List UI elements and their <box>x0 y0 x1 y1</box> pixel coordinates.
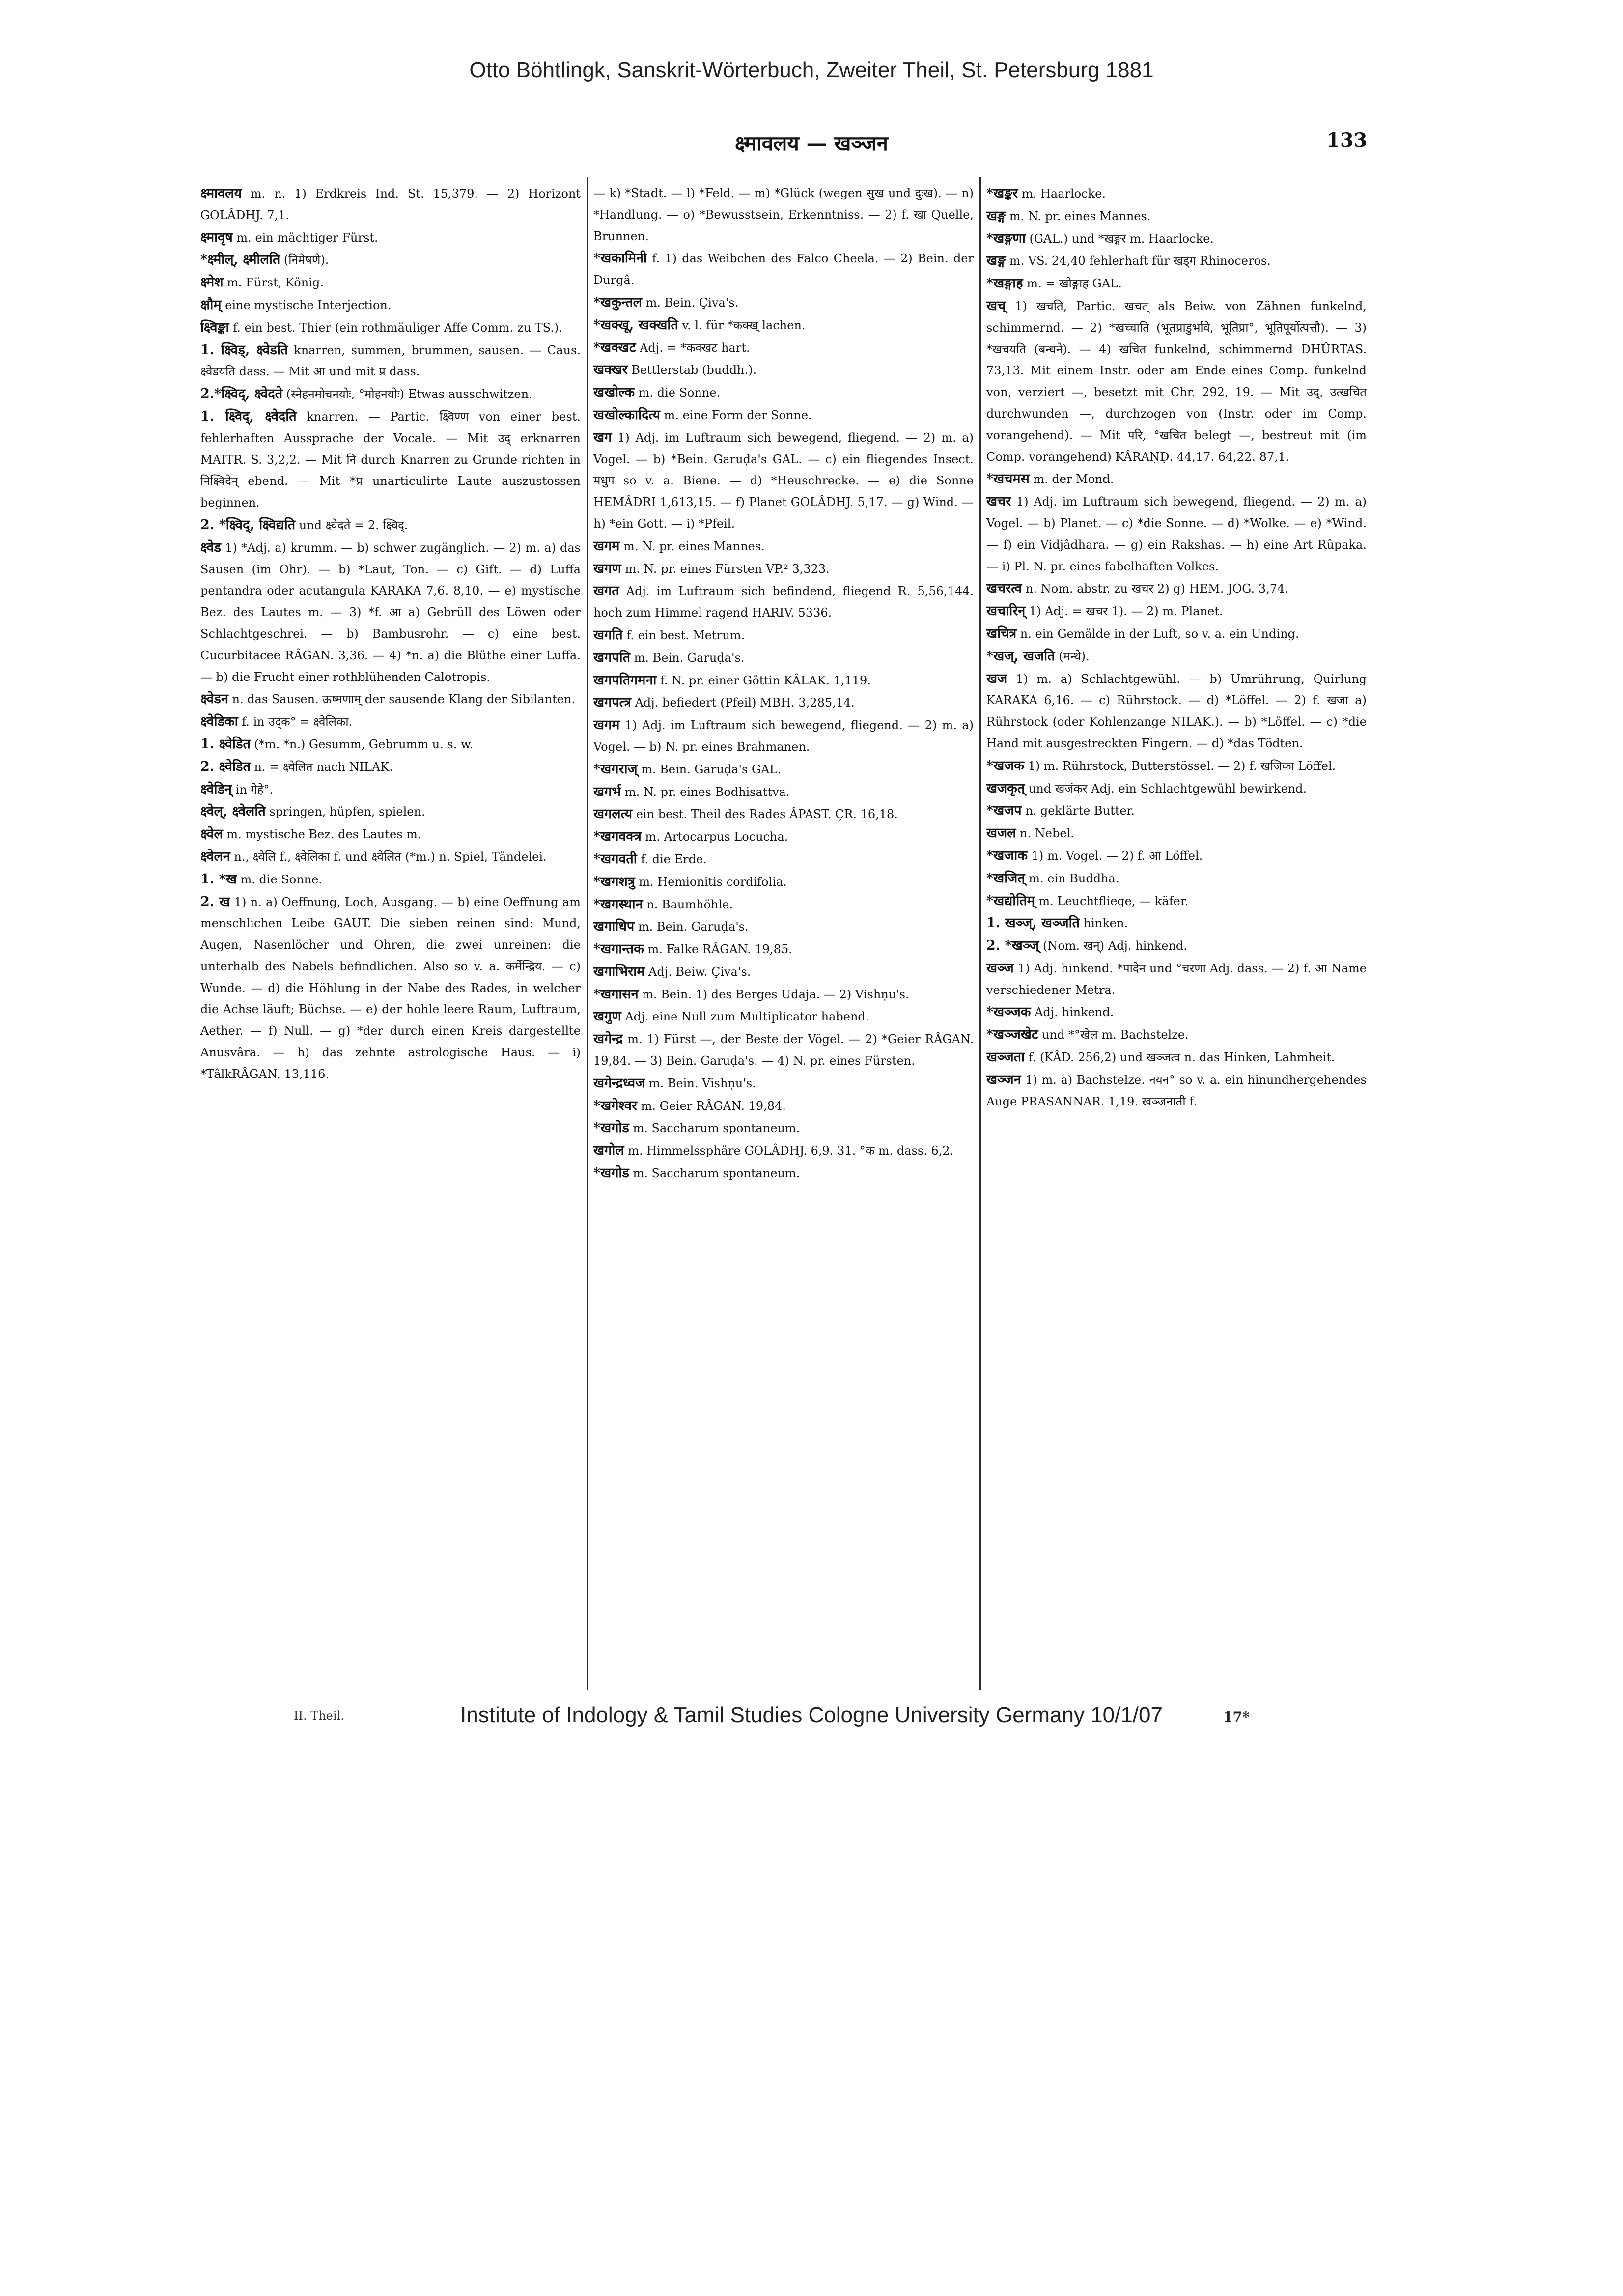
entry-headword: 1. *ख <box>200 871 237 887</box>
entry-definition: eine mystische Interjection. <box>225 298 392 312</box>
dictionary-entry <box>593 670 974 692</box>
dictionary-entry <box>986 183 1367 205</box>
entry-headword: खखोल्क <box>593 385 635 400</box>
entry-headword: खचरत्व <box>986 581 1022 596</box>
entry-definition: f. N. pr. einer Göttin KÂLAK. 1,119. <box>660 673 871 687</box>
dictionary-entry <box>200 688 581 710</box>
signature-left: II. Theil. <box>294 1709 344 1723</box>
entry-definition: (मन्थे). <box>1059 649 1090 663</box>
entry-definition: 1) m. a) Schlachtgewühl. — b) Umrührung, Quirlung KARAKA 6,16. — c) Rührstock. — d) *Löffel. — 2) f. खजा a) Rührstock (oder Kohlenzange NILAK.). — b) *Löffel. — c) *die Hand mit ausgestreckten Fingern. — d) *das Tödten. <box>986 672 1367 750</box>
entry-headword: खगपति <box>593 650 631 665</box>
watermark-top: Otto Böhtlingk, Sanskrit-Wörterbuch, Zweiter Theil, St. Petersburg 1881 <box>469 58 1154 82</box>
entry-definition: m. der Mond. <box>1033 472 1114 486</box>
entry-definition: m. Fürst, König. <box>227 276 324 290</box>
entry-headword: *खक्खट <box>593 340 636 355</box>
dictionary-entry <box>593 826 974 848</box>
entry-definition: n. das Sausen. ऊष्मणाम् der sausende Klang der Sibilanten. <box>232 692 576 707</box>
entry-definition: (GAL.) und *खङ्गर m. Haarlocke. <box>1029 231 1214 246</box>
entry-headword: *खगस्थान <box>593 896 643 912</box>
entry-headword: क्ष्मावृष <box>200 229 233 245</box>
entry-definition: 1) Adj. im Luftraum sich bewegend, fliegend. — 2) m. a) Vogel. — b) *Bein. Garuḍa's GAL. — c) ein fliegendes Insect. मधुप so v. a. Biene. — d) *Heuschrecke. — e) die Sonne HEMÂDRI 1,613,15. — f) Planet GOLÂDHJ. 5,17. — g) Wind. — h) *ein Gott. — i) *Pfeil. <box>593 430 974 531</box>
entry-headword: *खजप <box>986 803 1022 819</box>
dictionary-entry <box>593 427 974 535</box>
entry-definition: m. N. pr. eines Mannes. <box>1009 209 1151 223</box>
entry-headword: खञ्जन <box>986 1072 1021 1087</box>
entry-definition: m. Artocarpus Locucha. <box>645 830 788 844</box>
dictionary-entry <box>593 292 974 314</box>
entry-headword: खञ्ज <box>986 960 1014 976</box>
entry-headword: *खजाक <box>986 848 1028 863</box>
entry-headword: *खगान्तक <box>593 941 644 957</box>
dictionary-entry <box>986 868 1367 890</box>
entry-definition: m. N. pr. eines Mannes. <box>623 539 765 553</box>
entry-definition: f. (KÂD. 256,2) und खञ्जत्व n. das Hinken, Lahmheit. <box>1028 1050 1335 1065</box>
dictionary-entry <box>200 537 581 688</box>
entry-headword: खङ्ग <box>986 208 1006 224</box>
entry-definition: m. Bein. Çiva's. <box>645 295 739 310</box>
entry-headword: खगण <box>593 561 621 576</box>
dictionary-entry <box>593 714 974 758</box>
entry-definition: springen, hüpfen, spielen. <box>269 805 425 819</box>
entry-headword: खचारिन् <box>986 603 1026 619</box>
dictionary-entry <box>986 755 1367 777</box>
entry-headword: *खञ्जक <box>986 1004 1031 1020</box>
entry-headword: 1. क्ष्विड्, क्ष्वेडति <box>200 342 288 358</box>
dictionary-entry <box>593 647 974 669</box>
entry-definition: m. 1) Fürst —, der Beste der Vögel. — 2) *Geier RÂGAN. 19,84. — 3) Bein. Garuḍa's. — 4) N. pr. eines Fürsten. <box>593 1032 974 1068</box>
entry-headword: *क्ष्मील्, क्ष्मीलति <box>200 252 280 268</box>
dictionary-entry <box>593 404 974 426</box>
entry-headword: खगति <box>593 627 623 643</box>
entry-definition: 1) Adj. im Luftraum sich bewegend, fliegend. — 2) m. a) Vogel. — b) Planet. — c) *die Sonne. — d) *Wolke. — e) *Wind. — f) ein Vidjâdhara. — g) ein Rakshas. — h) eine Art Rûpaka. — i) Pl. N. pr. eines fabelhaften Volkes. <box>986 495 1367 573</box>
entry-headword: क्ष्वेल <box>200 826 223 842</box>
column-middle <box>593 183 974 1681</box>
dictionary-entry <box>200 823 581 846</box>
entry-headword: *खगासन <box>593 986 639 1002</box>
dictionary-entry <box>593 1006 974 1028</box>
entry-headword: क्ष्वेडिका <box>200 714 238 730</box>
dictionary-entry <box>593 558 974 580</box>
entry-definition: m. Haarlocke. <box>1021 187 1106 200</box>
dictionary-entry <box>986 578 1367 600</box>
entry-headword: खञ्जता <box>986 1049 1025 1065</box>
entry-headword: *खगवती <box>593 851 637 867</box>
dictionary-entry <box>986 668 1367 755</box>
entry-definition: (Nom. खन्) Adj. hinkend. <box>1042 939 1187 953</box>
entry-definition: n., क्ष्वेलि f., क्ष्वेलिका f. und क्ष्वेलित (*m.) n. Spiel, Tändelei. <box>234 850 547 864</box>
dictionary-entry <box>593 1140 974 1162</box>
dictionary-entry <box>986 205 1367 227</box>
entry-definition: f. ein best. Metrum. <box>626 628 745 642</box>
dictionary-entry <box>200 756 581 778</box>
dictionary-entry <box>593 580 974 624</box>
entry-headword: खगोल <box>593 1143 624 1159</box>
entry-headword: *खजित् <box>986 870 1025 886</box>
entry-headword: खगुण <box>593 1009 621 1024</box>
entry-definition: m. Leuchtfliege, — käfer. <box>1038 894 1189 908</box>
entry-headword: *खगेश्वर <box>593 1098 637 1113</box>
entry-definition: Adj. im Luftraum sich befindend, fliegend R. 5,56,144. hoch zum Himmel ragend HARIV. 5336. <box>593 584 974 620</box>
dictionary-entry <box>593 759 974 781</box>
entry-headword: खगत <box>593 583 619 599</box>
entry-headword: *खचमस <box>986 471 1030 487</box>
dictionary-entry <box>986 250 1367 272</box>
dictionary-entry <box>593 894 974 916</box>
dictionary-entry <box>200 406 581 514</box>
entry-headword: खगम <box>593 538 620 554</box>
entry-definition: m. eine Form der Sonne. <box>664 408 812 422</box>
dictionary-entry <box>986 273 1367 295</box>
entry-headword: *खकामिनी <box>593 251 647 266</box>
entry-headword: *खगराज् <box>593 761 638 777</box>
entry-headword: *खङ्कर <box>986 186 1018 201</box>
entry-headword: खगलत्य <box>593 806 633 822</box>
entry-definition: Adj. Beiw. Çiva's. <box>648 964 751 979</box>
entry-headword: खजकृत् <box>986 780 1025 796</box>
entry-headword: 2. क्ष्वेडित <box>200 759 251 774</box>
entry-headword: *खक्खू, खक्खति <box>593 317 678 333</box>
entry-headword: क्ष्वेल्, क्ष्वेलति <box>200 804 266 820</box>
entry-definition: f. 1) das Weibchen des Falco Cheela. — 2) Bein. der Durgâ. <box>593 252 974 287</box>
dictionary-entry <box>593 337 974 359</box>
dictionary-entry <box>986 822 1367 845</box>
entry-definition: m. Falke RÂGAN. 19,85. <box>647 942 792 957</box>
column-rule-1 <box>587 177 588 1690</box>
watermark-bottom: Institute of Indology & Tamil Studies Cologne University Germany 10/1/07 <box>460 1703 1163 1727</box>
entry-headword: खग <box>593 429 612 445</box>
entry-headword: *खज्, खजति <box>986 648 1055 664</box>
entry-definition: (*m. *n.) Gesumm, Gebrumm u. s. w. <box>254 737 474 751</box>
entry-headword: क्ष्वेडिन् <box>200 781 232 797</box>
entry-definition: 1) *Adj. a) krumm. — b) schwer zugänglich. — 2) m. a) das Sausen (im Ohr). — b) *Laut, Ton. — c) Gift. — d) Luffa pentandra oder acutangula KARAKA 7,6. 8,10. — e) mystische Bez. des Lautes m. — 3) *f. आ a) Gebrüll des Löwen oder Schlachtgeschrei. — b) Bambusrohr. — c) eine best. Cucurbitacee RÂGAN. 3,36. — 4) *n. a) die Blüthe einer Luffa. — b) die Frucht einer rothblühenden Calotropis. <box>200 540 581 684</box>
dictionary-entry <box>593 849 974 871</box>
entry-definition: n. geklärte Butter. <box>1025 804 1135 818</box>
entry-definition: (स्नेहनमोचनयोः, °मोहनयोः) Etwas ausschwitzen. <box>286 387 532 401</box>
dictionary-entry <box>593 1117 974 1139</box>
dictionary-entry <box>200 227 581 249</box>
entry-headword: क्ष्वेड <box>200 539 221 555</box>
entry-headword: खगेन्द्र <box>593 1031 623 1047</box>
dictionary-entry <box>986 646 1367 668</box>
dictionary-entry <box>986 600 1367 623</box>
dictionary-entry <box>593 536 974 558</box>
dictionary-entry <box>593 359 974 381</box>
entry-definition: m. n. 1) Erdkreis Ind. St. 15,379. — 2) Horizont GOLÂDHJ. 7,1. <box>200 187 581 222</box>
dictionary-entry <box>200 801 581 823</box>
entry-headword: खजल <box>986 825 1016 841</box>
dictionary-entry <box>986 295 1367 468</box>
dictionary-entry <box>593 624 974 647</box>
entry-headword: खगाधिप <box>593 919 635 935</box>
entry-headword: *खङ्गाह <box>986 276 1023 291</box>
entry-headword: *खञ्जखेट <box>986 1027 1038 1043</box>
entry-headword: क्ष्मावलय <box>200 186 242 201</box>
entry-headword: *खजक <box>986 758 1024 773</box>
entry-definition: ein best. Theil des Rades ÂPAST. ÇR. 16,18. <box>636 807 898 822</box>
dictionary-entry <box>200 514 581 537</box>
dictionary-entry <box>593 916 974 938</box>
dictionary-entry <box>986 890 1367 912</box>
entry-headword: खच् <box>986 298 1006 313</box>
entry-headword: खगर्भ <box>593 784 621 799</box>
entry-definition: Adj. befiedert (Pfeil) MBH. 3,285,14. <box>635 696 855 710</box>
dictionary-entry <box>986 1069 1367 1113</box>
column-rule-2 <box>979 177 981 1690</box>
entry-definition: m. ein Buddha. <box>1029 871 1119 885</box>
entry-headword: क्ष्वेडन <box>200 691 228 707</box>
entry-headword: *खगोड <box>593 1165 629 1181</box>
dictionary-entry <box>986 845 1367 867</box>
dictionary-entry <box>593 871 974 893</box>
dictionary-entry <box>986 1001 1367 1023</box>
dictionary-entry <box>200 891 581 1085</box>
dictionary-entry <box>593 781 974 803</box>
dictionary-entry <box>986 800 1367 822</box>
dictionary-entry <box>593 183 974 247</box>
dictionary-entry <box>593 382 974 404</box>
entry-definition: n. = क्ष्वेलित nach NILAK. <box>254 760 393 774</box>
dictionary-entry <box>200 779 581 801</box>
dictionary-entry <box>200 711 581 733</box>
dictionary-entry <box>986 912 1367 935</box>
page-number: 133 <box>1326 129 1368 152</box>
dictionary-entry <box>200 294 581 316</box>
dictionary-entry <box>200 183 581 227</box>
entry-definition: Adj. hinkend. <box>1035 1005 1114 1020</box>
signature-right: 17* <box>1223 1709 1250 1725</box>
entry-definition: m. die Sonne. <box>638 386 721 400</box>
dictionary-entry <box>593 961 974 983</box>
entry-definition: Bettlerstab (buddh.). <box>631 363 757 377</box>
entry-definition: und खजंकर Adj. ein Schlachtgewühl bewirkend. <box>1028 781 1307 795</box>
entry-definition: 1) m. Vogel. — 2) f. आ Löffel. <box>1031 849 1203 863</box>
dictionary-entry <box>593 1028 974 1072</box>
dictionary-entry <box>986 623 1367 645</box>
dictionary-entry <box>593 1073 974 1095</box>
entry-definition: f. in उद्क° = क्ष्वेलिका. <box>242 715 353 729</box>
entry-headword: खगपत्त्र <box>593 695 631 710</box>
entry-headword: 2. *खञ्ज् <box>986 938 1039 954</box>
dictionary-entry <box>986 1047 1367 1069</box>
entry-definition: m. Geier RÂGAN. 19,84. <box>641 1099 786 1113</box>
entry-definition: 1) Adj. hinkend. *पादेन und °चरणा Adj. dass. — 2) f. आ Name verschiedener Metra. <box>986 961 1367 997</box>
dictionary-entry <box>986 958 1367 1001</box>
entry-definition: 1) खचति, Partic. खचत् als Beiw. von Zähnen funkelnd, schimmernd. — 2) *खच्चाति (भूतप्राडुर्भावे, भूतिप्रा°, भूतिपूर्योत्पत्तौ). — 3) *खचयति (बन्धने). — 4) खचित funkelnd, schimmernd DHÛRTAS. 73,13. Mit einem Instr. oder am Ende eines Comp. funkelnd von, verziert —, besetzt mit Chr. 292, 19. — Mit उद्, उत्खचित durchwunden —, durchzogen von (Instr. oder im Comp. vorangehend). — Mit परि, °खचित belegt —, bestreut mit (im Comp. vorangehend) KÂRAṆḌ. 44,17. 64,22. 87,1. <box>986 299 1367 464</box>
entry-definition: m. mystische Bez. des Lautes m. <box>226 827 421 842</box>
entry-definition: und *°खेल m. Bachstelze. <box>1042 1028 1189 1042</box>
dictionary-entry <box>200 383 581 405</box>
entry-definition: m. Himmelssphäre GOLÂDHJ. 6,9. 31. °क m. dass. 6,2. <box>628 1144 954 1158</box>
column-right <box>986 183 1367 1681</box>
entry-headword: क्ष्मेश <box>200 275 224 290</box>
entry-definition: 1) n. a) Oeffnung, Loch, Ausgang. — b) eine Oeffnung am menschlichen Leibe GAUT. Die sieben reinen sind: Mund, Augen, Nasenlöcher und Ohren, die zwei unreinen: die unterhalb des Nabels befindlichen. Also so v. a. कर्मेन्द्रिय. — c) Wunde. — d) die Höhlung in der Nabe des Rades, in welcher die Achse läuft; Büchse. — e) der hohle leere Raum, Luftraum, Aether. — f) Null. — g) *der durch einen Kreis dargestellte Anusvâra. — h) das zehnte astrologische Haus. — i) *TâlkRÂGAN. 13,116. <box>200 895 581 1081</box>
entry-definition: und क्ष्वेदते = 2. क्ष्विद्. <box>299 518 408 532</box>
entry-definition: m. Hemionitis cordifolia. <box>639 875 787 889</box>
dictionary-entry <box>986 1024 1367 1046</box>
entry-definition: m. Saccharum spontaneum. <box>633 1166 800 1181</box>
dictionary-entry <box>200 340 581 383</box>
dictionary-entry <box>986 468 1367 490</box>
entry-headword: खचर <box>986 494 1011 510</box>
entry-definition: 1) Adj. = खचर 1). — 2) m. Planet. <box>1029 604 1223 619</box>
dictionary-entry <box>200 317 581 339</box>
entry-definition: m. ein mächtiger Fürst. <box>236 230 378 245</box>
entry-definition: (निमेषणे). <box>283 253 329 267</box>
dictionary-entry <box>593 248 974 291</box>
entry-definition: m. N. pr. eines Fürsten VP.² 3,323. <box>625 562 830 576</box>
dictionary-entry <box>200 846 581 868</box>
entry-headword: खगपतिगमना <box>593 672 657 688</box>
entry-definition: hinken. <box>1083 916 1128 931</box>
dictionary-entry <box>593 1095 974 1117</box>
entry-definition: m. Bein. 1) des Berges Udaja. — 2) Vishṇu's. <box>642 987 909 1001</box>
entry-definition: n. Nebel. <box>1020 826 1074 841</box>
dictionary-entry <box>593 803 974 825</box>
entry-headword: *खकुन्तल <box>593 294 642 310</box>
entry-headword: *खद्योतिम् <box>986 893 1035 908</box>
entry-headword: खगेन्द्रध्वज <box>593 1075 645 1091</box>
entry-headword: 2. *क्ष्विद्, क्ष्विद्यति <box>200 517 296 533</box>
dictionary-entry <box>593 314 974 337</box>
entry-definition: m. Bein. Garuḍa's. <box>638 920 749 934</box>
entry-definition: m. VS. 24,40 fehlerhaft für खड्ग Rhinoceros. <box>1009 254 1271 268</box>
entry-headword: खगम <box>593 717 620 733</box>
entry-definition: m. Saccharum spontaneum. <box>633 1121 800 1135</box>
dictionary-entry <box>593 938 974 961</box>
entry-definition: 1) m. Rührstock, Butterstössel. — 2) f. खजिका Löffel. <box>1028 759 1336 773</box>
entry-definition: n. Baumhöhle. <box>646 897 733 911</box>
entry-definition: 1) m. a) Bachstelze. नयन° so v. a. ein hinundhergehendes Auge PRASANNAR. 1,19. खञ्जनाती f. <box>986 1073 1367 1108</box>
dictionary-entry <box>200 249 581 271</box>
entry-headword: खगाभिराम <box>593 964 645 979</box>
entry-definition: m. N. pr. eines Bodhisattva. <box>624 785 790 799</box>
dictionary-entry <box>593 1162 974 1185</box>
entry-headword: 2.*क्ष्विद्, क्ष्वेदते <box>200 386 283 402</box>
dictionary-entry <box>986 935 1367 957</box>
entry-definition: n. Nom. abstr. zu खचर 2) g) HEM. JOG. 3,74. <box>1026 582 1288 596</box>
dictionary-entry <box>200 734 581 756</box>
dictionary-entry <box>986 228 1367 250</box>
entry-headword: क्ष्विङ्का <box>200 319 229 335</box>
dictionary-entry <box>200 869 581 891</box>
entry-headword: *खगवक्त्र <box>593 829 642 845</box>
entry-headword: 2. ख <box>200 894 230 909</box>
entry-definition: f. die Erde. <box>641 852 707 866</box>
entry-definition: Adj. eine Null zum Multiplicator habend. <box>625 1010 869 1024</box>
dictionary-entry <box>593 692 974 714</box>
dictionary-entry <box>593 984 974 1006</box>
entry-definition: 1) Adj. im Luftraum sich bewegend, fliegend. — 2) m. a) Vogel. — b) N. pr. eines Brahmanen. <box>593 718 974 754</box>
entry-headword: क्ष्वेलन <box>200 849 230 864</box>
entry-definition: knarren, summen, brummen, sausen. — Caus. क्ष्वेडयति dass. — Mit आ und mit प्र dass. <box>200 343 581 379</box>
entry-headword: 1. खञ्ज्, खञ्जति <box>986 915 1080 931</box>
column-left <box>200 183 581 1681</box>
dictionary-entry <box>200 272 581 294</box>
entry-headword: 1. क्ष्वेडित <box>200 736 251 752</box>
entry-headword: 1. क्ष्विद्, क्ष्वेदति <box>200 408 297 424</box>
entry-headword: क्षौम् <box>200 297 222 312</box>
entry-headword: खङ्ग <box>986 253 1006 269</box>
entry-definition: f. ein best. Thier (ein rothmäuliger Affe Comm. zu TS.). <box>233 320 562 335</box>
entry-headword: *खगोड <box>593 1120 629 1136</box>
entry-definition: m. = खोङ्गाह GAL. <box>1027 277 1122 291</box>
entry-definition: m. Bein. Garuḍa's. <box>634 651 745 665</box>
entry-headword: *खगशत्रु <box>593 874 635 889</box>
entry-definition: in गेहे°. <box>235 782 274 796</box>
entry-definition: — k) *Stadt. — l) *Feld. — m) *Glück (wegen सुख und दुःख). — n) *Handlung. — o) *Bewusstsein, Erkenntniss. — 2) f. खा Quelle, Brunnen. <box>593 186 974 243</box>
entry-headword: खक्खर <box>593 362 628 378</box>
dictionary-entry <box>986 491 1367 577</box>
entry-definition: n. ein Gemälde in der Luft, so v. a. ein Unding. <box>1020 626 1299 641</box>
entry-headword: खज <box>986 671 1007 686</box>
running-head: क्ष्मावलय — खञ्जन <box>735 131 888 155</box>
entry-definition: knarren. — Partic. क्ष्विण्ण von einer best. fehlerhaften Aussprache der Vocale. — Mit उद् erknarren MAITR. S. 3,2,2. — Mit नि durch Knarren zu Grunde richten in निक्ष्विदेन् ebend. — Mit *प्र unarticulirte Laute auszustossen beginnen. <box>200 409 581 510</box>
dictionary-entry <box>986 778 1367 800</box>
entry-definition: m. Bein. Garuḍa's GAL. <box>641 762 782 776</box>
entry-headword: *खङ्गणा <box>986 230 1026 246</box>
entry-headword: खखोल्कादित्य <box>593 407 660 423</box>
entry-definition: m. die Sonne. <box>240 872 322 886</box>
entry-definition: Adj. = *कक्खट hart. <box>640 340 750 355</box>
entry-headword: खचित्र <box>986 625 1017 641</box>
entry-definition: v. l. für *कक्ख् lachen. <box>682 318 806 332</box>
entry-definition: m. Bein. Vishṇu's. <box>648 1076 756 1090</box>
